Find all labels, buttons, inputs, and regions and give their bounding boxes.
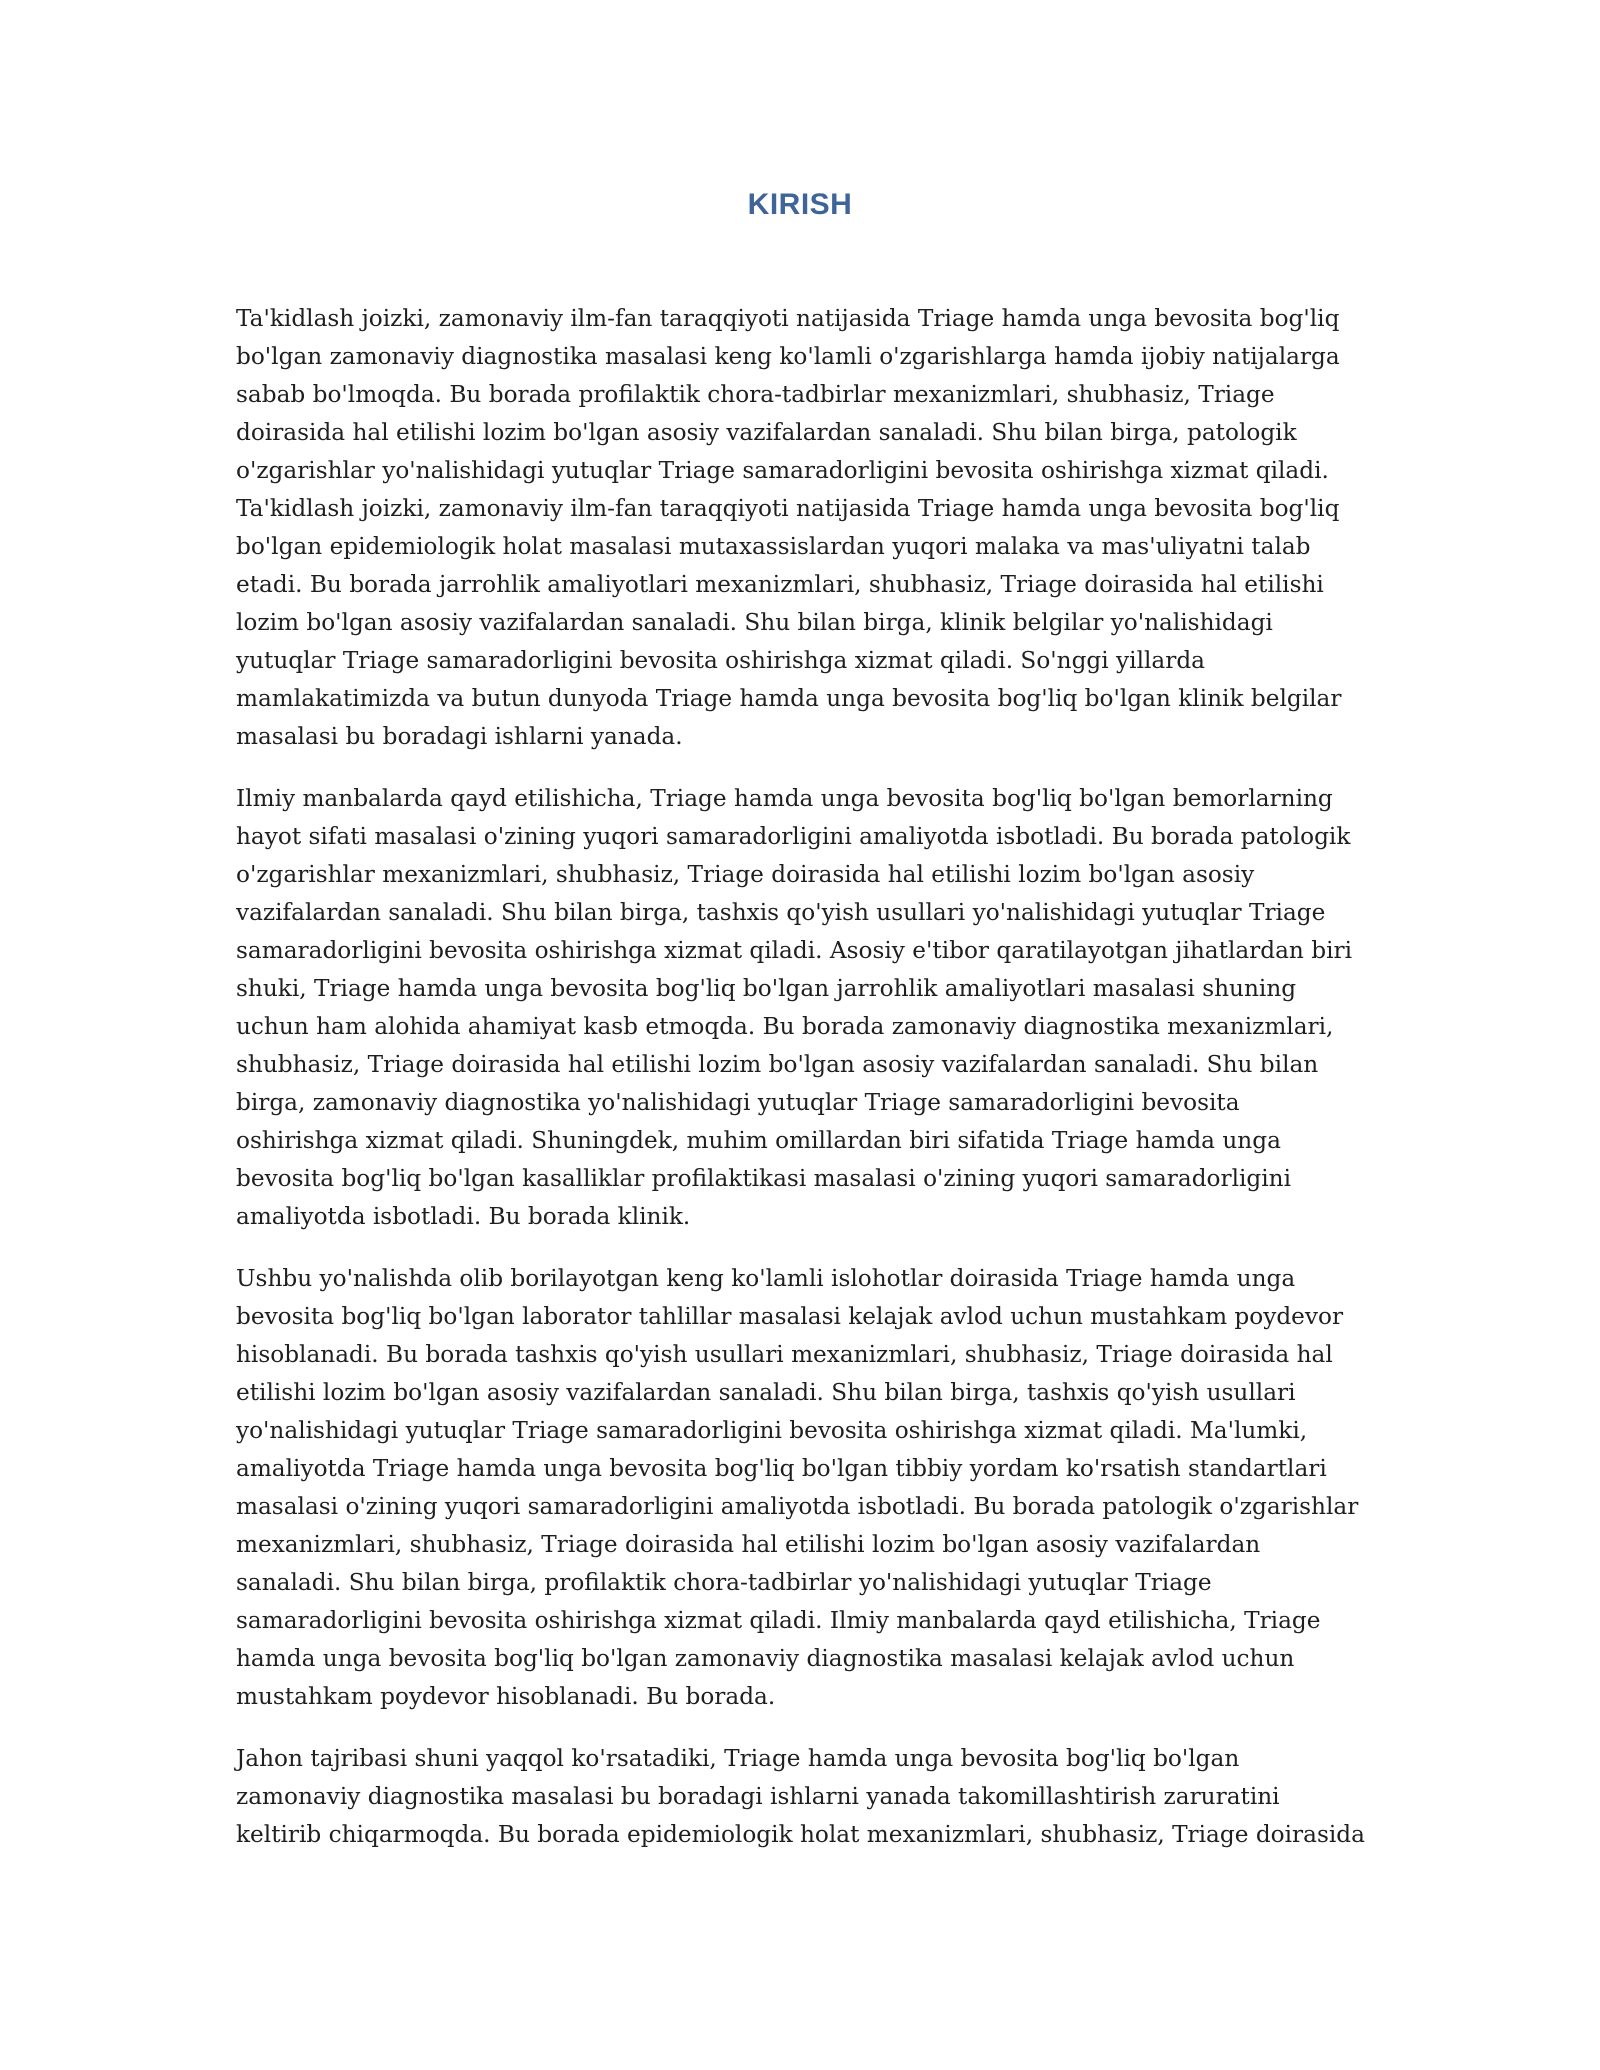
paragraph-4: Jahon tajribasi shuni yaqqol ko'rsatadiki, Triage hamda unga bevosita bog'liq bo'lgan zamonaviy diagnostika masalasi bu boradagi ishlarni yanada takomillashtirish zaruratini keltirib chiqarmoqda. Bu borada epidemiologik holat mexanizmlari, shubhasiz, Triage doirasida [236, 1745, 1365, 1848]
document-body [236, 300, 1366, 1878]
page-title: KIRISH [747, 188, 853, 221]
paragraph-2: Ilmiy manbalarda qayd etilishicha, Triage hamda unga bevosita bog'liq bo'lgan bemorlarning hayot sifati masalasi o'zining yuqori samaradorligini amaliyotda isbotladi. Bu borada patologik o'zgarishlar mexanizmlari, shubhasiz, Triage doirasida hal etilishi lozim bo'lgan asosiy vazifalardan sanaladi. Shu bilan birga, tashxis qo'yish usullari yo'nalishidagi yutuqlar Triage samaradorligini bevosita oshirishga xizmat qiladi. Asosiy e'tibor qaratilayotgan jihatlardan biri shuki, Triage hamda unga bevosita bog'liq bo'lgan jarrohlik amaliyotlari masalasi shuning uchun ham alohida ahamiyat kasb etmoqda. Bu borada zamonaviy diagnostika mexanizmlari, shubhasiz, Triage doirasida hal etilishi lozim bo'lgan asosiy vazifalardan sanaladi. Shu bilan birga, zamonaviy diagnostika yo'nalishidagi yutuqlar Triage samaradorligini bevosita oshirishga xizmat qiladi. Shuningdek, muhim omillardan biri sifatida Triage hamda unga bevosita bog'liq bo'lgan kasalliklar profilaktikasi masalasi o'zining yuqori samaradorligini amaliyotda isbotladi. Bu borada klinik. [236, 785, 1353, 1230]
paragraph-1: Ta'kidlash joizki, zamonaviy ilm-fan taraqqiyoti natijasida Triage hamda unga bevosita bog'liq bo'lgan zamonaviy diagnostika masalasi keng ko'lamli o'zgarishlarga hamda ijobiy natijalarga sabab bo'lmoqda. Bu borada profilaktik chora-tadbirlar mexanizmlari, shubhasiz, Triage doirasida hal etilishi lozim bo'lgan asosiy vazifalardan sanaladi. Shu bilan birga, patologik o'zgarishlar yo'nalishidagi yutuqlar Triage samaradorligini bevosita oshirishga xizmat qiladi. Ta'kidlash joizki, zamonaviy ilm-fan taraqqiyoti natijasida Triage hamda unga bevosita bog'liq bo'lgan epidemiologik holat masalasi mutaxassislardan yuqori malaka va mas'uliyatni talab etadi. Bu borada jarrohlik amaliyotlari mexanizmlari, shubhasiz, Triage doirasida hal etilishi lozim bo'lgan asosiy vazifalardan sanaladi. Shu bilan birga, klinik belgilar yo'nalishidagi yutuqlar Triage samaradorligini bevosita oshirishga xizmat qiladi. So'nggi yillarda mamlakatimizda va butun dunyoda Triage hamda unga bevosita bog'liq bo'lgan klinik belgilar masalasi bu boradagi ishlarni yanada. [236, 305, 1342, 750]
paragraph-3: Ushbu yo'nalishda olib borilayotgan keng ko'lamli islohotlar doirasida Triage hamda unga bevosita bog'liq bo'lgan laborator tahlillar masalasi kelajak avlod uchun mustahkam poydevor hisoblanadi. Bu borada tashxis qo'yish usullari mexanizmlari, shubhasiz, Triage doirasida hal etilishi lozim bo'lgan asosiy vazifalardan sanaladi. Shu bilan birga, tashxis qo'yish usullari yo'nalishidagi yutuqlar Triage samaradorligini bevosita oshirishga xizmat qiladi. Ma'lumki, amaliyotda Triage hamda unga bevosita bog'liq bo'lgan tibbiy yordam ko'rsatish standartlari masalasi o'zining yuqori samaradorligini amaliyotda isbotladi. Bu borada patologik o'zgarishlar mexanizmlari, shubhasiz, Triage doirasida hal etilishi lozim bo'lgan asosiy vazifalardan sanaladi. Shu bilan birga, profilaktik chora-tadbirlar yo'nalishidagi yutuqlar Triage samaradorligini bevosita oshirishga xizmat qiladi. Ilmiy manbalarda qayd etilishicha, Triage hamda unga bevosita bog'liq bo'lgan zamonaviy diagnostika masalasi kelajak avlod uchun mustahkam poydevor hisoblanadi. Bu borada. [236, 1265, 1359, 1710]
